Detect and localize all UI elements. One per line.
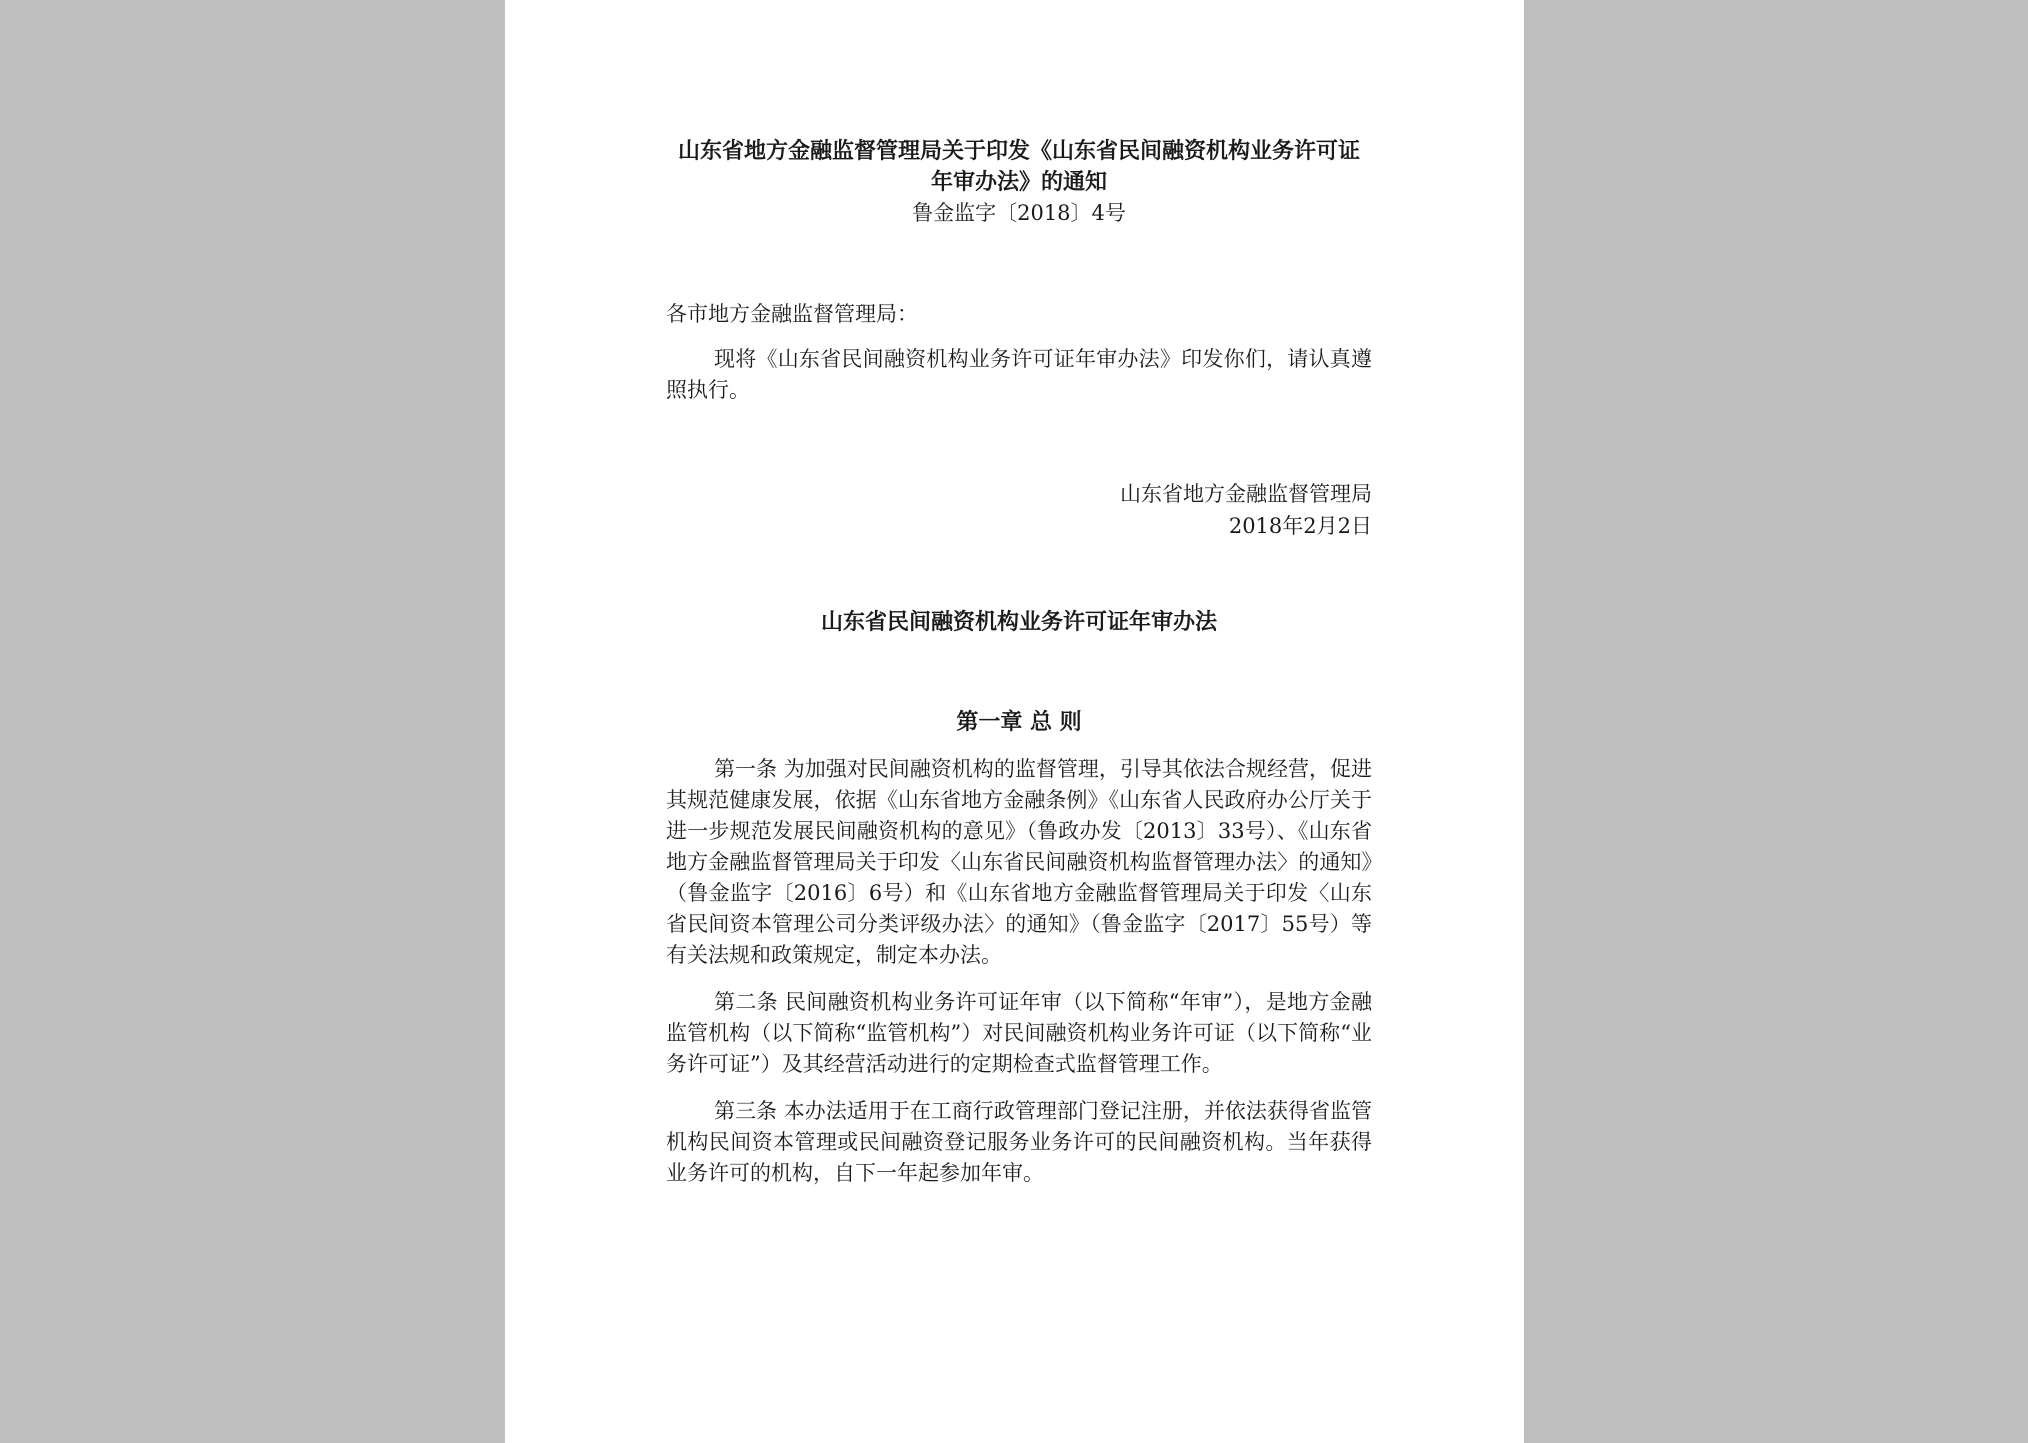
article-3: 第三条 本办法适用于在工商行政管理部门登记注册，并依法获得省监管机构民间资本管理或民间融资登记服务业务许可的民间融资机构。当年获得业务许可的机构，自下一年起参加年审。	[666, 1099, 1372, 1185]
article-1: 第一条 为加强对民间融资机构的监督管理，引导其依法合规经营，促进其规范健康发展，依据《山东省地方金融条例》《山东省人民政府办公厅关于进一步规范发展民间融资机构的意见》（鲁政办发〔2013〕33号）、《山东省地方金融监督管理局关于印发〈山东省民间融资机构监督管理办法〉的通知》（鲁金监字〔2016〕6号）和《山东省地方金融监督管理局关于印发〈山东省民间资本管理公司分类评级办法〉的通知》（鲁金监字〔2017〕55号）等有关法规和政策规定，制定本办法。	[666, 757, 1372, 967]
page-content	[666, 136, 1372, 1205]
signature-org: 山东省地方金融监督管理局	[1120, 482, 1372, 506]
salutation: 各市地方金融监督管理局：	[666, 302, 918, 326]
signature-date: 2018年2月2日	[1228, 514, 1372, 538]
signature-block	[666, 478, 1372, 542]
notice-title: 山东省地方金融监督管理局关于印发《山东省民间融资机构业务许可证年审办法》的通知	[677, 138, 1360, 195]
document-number: 鲁金监字〔2018〕4号	[912, 201, 1126, 225]
article-2: 第二条 民间融资机构业务许可证年审（以下简称“年审”），是地方金融监管机构（以下简称“监管机构”）对民间融资机构业务许可证（以下简称“业务许可证”）及其经营活动进行的定期检查式监督管理工作。	[666, 990, 1372, 1076]
notice-body: 现将《山东省民间融资机构业务许可证年审办法》印发你们，请认真遵照执行。	[666, 347, 1372, 402]
document-page	[505, 0, 1524, 1443]
measures-title: 山东省民间融资机构业务许可证年审办法	[820, 609, 1217, 635]
chapter-heading: 第一章 总 则	[956, 709, 1082, 735]
